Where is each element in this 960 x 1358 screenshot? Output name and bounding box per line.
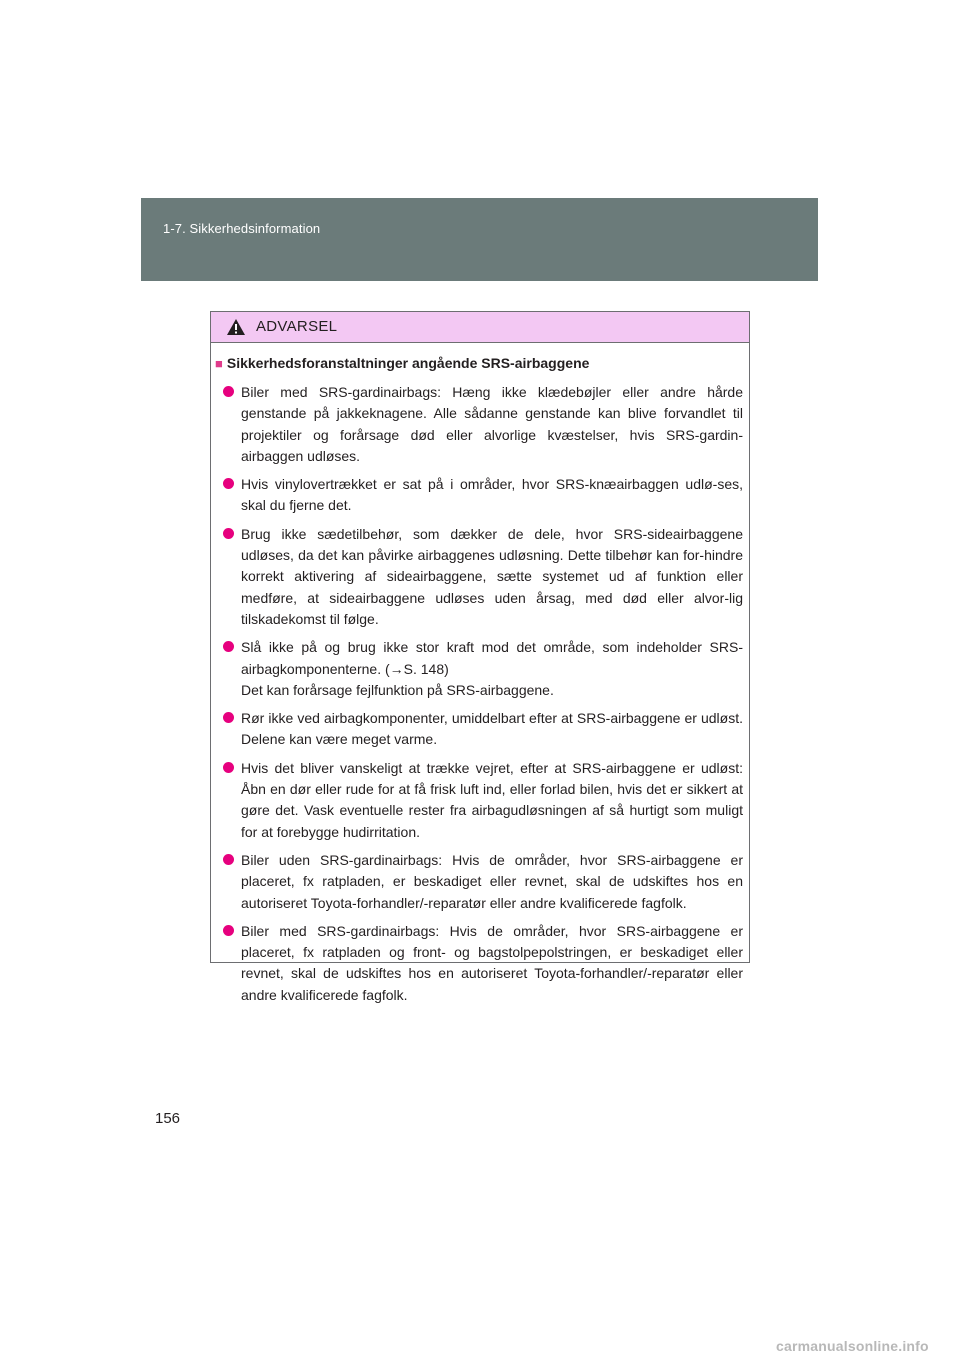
warning-section-heading <box>215 355 589 371</box>
warning-triangle-icon <box>226 318 246 336</box>
square-bullet-icon: ■ <box>215 356 223 371</box>
section-header-band <box>141 198 818 281</box>
bullet-dot-icon <box>223 854 234 865</box>
list-item <box>223 474 743 517</box>
bullet-dot-icon <box>223 925 234 936</box>
list-item <box>223 850 743 914</box>
bullet-text: Rør ikke ved airbagkomponenter, umiddelbart efter at SRS-airbaggene er udløst. Delene kan være meget varme. <box>241 710 743 748</box>
warning-heading-text: Sikkerhedsforanstaltninger angående SRS-airbaggene <box>226 355 590 371</box>
list-item <box>223 758 743 843</box>
warning-bullet-list <box>223 382 743 1013</box>
list-item <box>223 637 743 701</box>
section-title: 1-7. Sikkerhedsinformation <box>163 221 321 236</box>
bullet-text: Slå ikke på og brug ikke stor kraft mod det område, som indeholder SRS-airbagkomponenterne. (→S. 148) <box>241 639 743 677</box>
list-item <box>223 708 743 751</box>
page-number: 156 <box>155 1110 181 1127</box>
bullet-dot-icon <box>223 762 234 773</box>
list-item <box>223 382 743 467</box>
bullet-dot-icon <box>223 386 234 397</box>
bullet-text: Hvis det bliver vanskeligt at trække vejret, efter at SRS-airbaggene er udløst: Åbn en dør eller rude for at få frisk luft ind, eller forlad bilen, hvis det er sikkert at gøre det. Vask eventuelle rester fra airbagudløsningen af så hurtigt som muligt for at forebygge hudirritation. <box>241 759 743 840</box>
bullet-text: Biler med SRS-gardinairbags: Hvis de områder, hvor SRS-airbaggene er placeret, fx ratpladen og front- og bagstolpepolstringen, er beskadiget eller revnet, skal de udskiftes hos en autoriseret Toyota-forhandler/-reparatør eller andre kvalificerede fagfolk. <box>241 922 743 1003</box>
bullet-text: Hvis vinylovertrækket er sat på i områder, hvor SRS-knæairbaggen udlø-ses, skal du fjerne det. <box>241 476 743 514</box>
bullet-text: Brug ikke sædetilbehør, som dækker de dele, hvor SRS-sideairbaggene udløses, da det kan påvirke airbaggenes udløsning. Dette tilbehør kan for-hindre korrekt aktivering af sideairbaggene, sætte systemet ud af funktion eller medføre, at sideairbaggene udløses uden årsag, med død eller alvor-lig tilskadekomst til følge. <box>241 525 743 627</box>
bullet-dot-icon <box>223 712 234 723</box>
bullet-dot-icon <box>223 528 234 539</box>
bullet-text: Biler med SRS-gardinairbags: Hæng ikke klædebøjler eller andre hårde genstande på jakkeknagene. Alle sådanne genstande kan blive forvandlet til projektiler og forårsage død eller alvorlige kvæstelser, hvis SRS-gardin-airbaggen udløses. <box>241 384 743 464</box>
bullet-dot-icon <box>223 478 234 489</box>
list-item <box>223 524 743 630</box>
bullet-dot-icon <box>223 641 234 652</box>
list-item <box>223 921 743 1006</box>
warning-title: ADVARSEL <box>256 318 338 335</box>
bullet-text-continuation: Det kan forårsage fejlfunktion på SRS-airbaggene. <box>241 681 554 698</box>
bullet-text: Biler uden SRS-gardinairbags: Hvis de områder, hvor SRS-airbaggene er placeret, fx ratpladen, er beskadiget eller revnet, skal de udskiftes hos en autoriseret Toyota-forhandler/-reparatør eller andre kvalificerede fagfolk. <box>241 851 743 911</box>
warning-header <box>211 312 749 343</box>
warning-box <box>210 311 750 1003</box>
watermark: carmanualsonline.info <box>776 1338 929 1354</box>
